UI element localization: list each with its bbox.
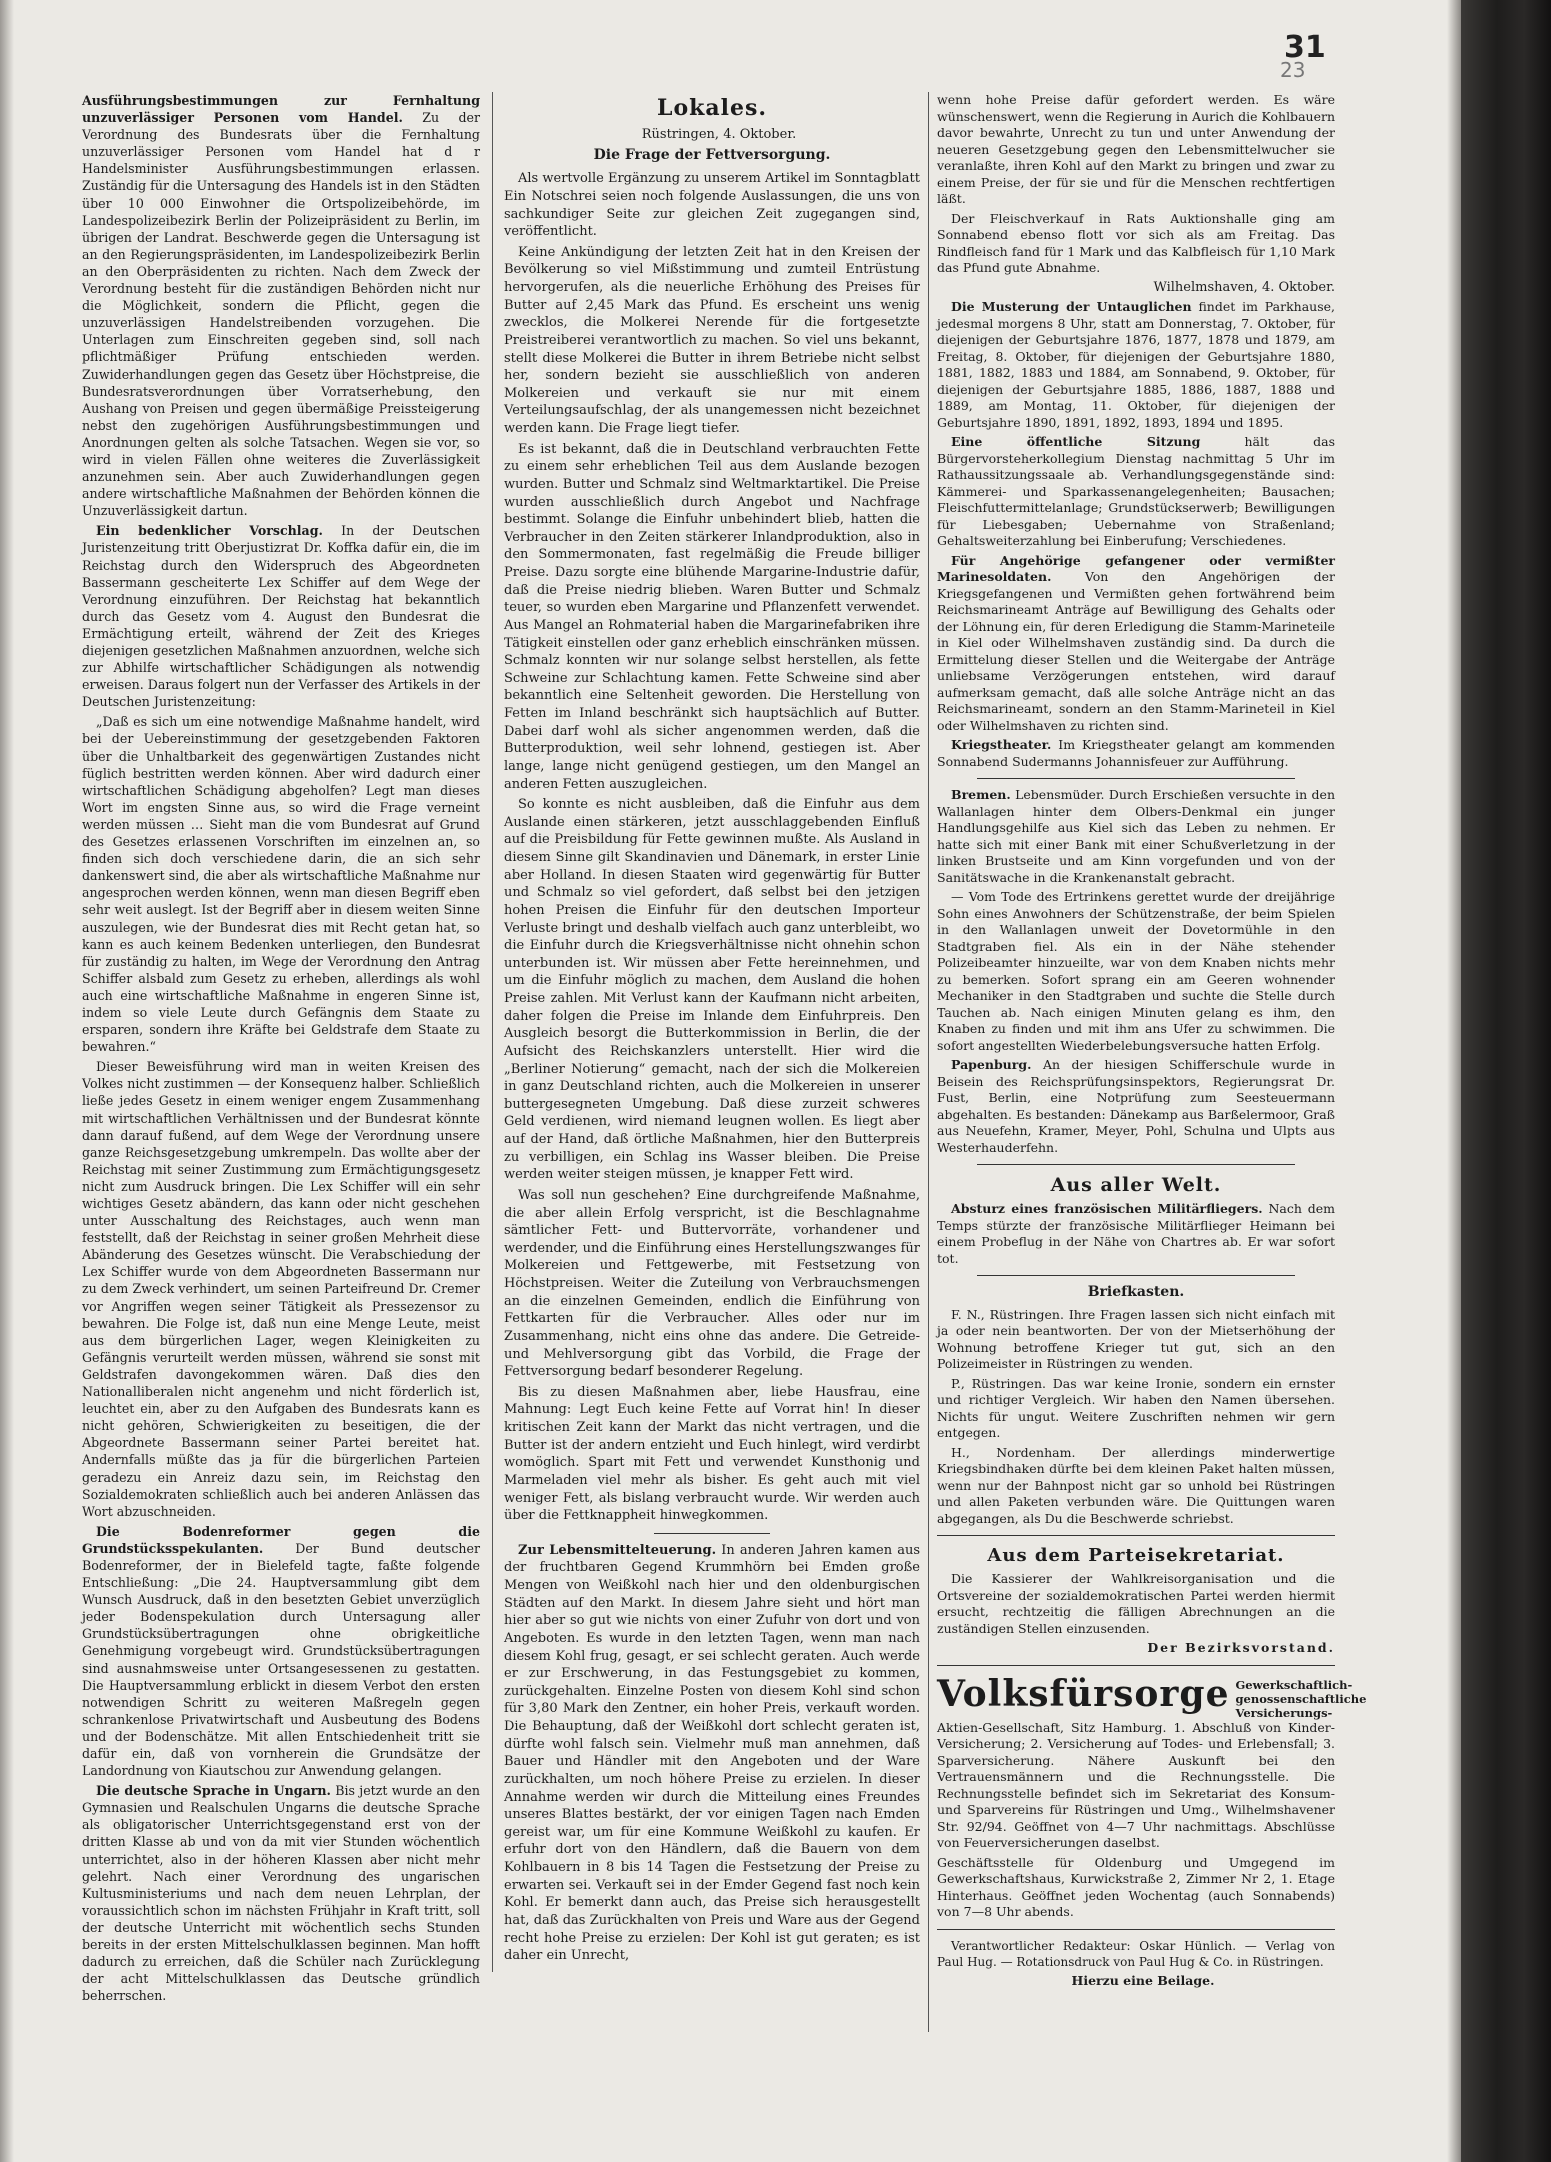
advert-text: Aktien-Gesellschaft, Sitz Hamburg. 1. Abschluß von Kinder-Versicherung; 2. Versicherung auf Todes- und Erlebensfall; 3. Sparversicherung. Nähere Auskunft bei den Vertrauensmännern und die Rechnungsstelle. Die Rechnungsstelle befindet sich im Sekretariat des Konsum- und Sparvereins für Rüstringen und Umg., Wilhelmshavener Str. 92/94. Geöffnet von 4—7 Uhr nachmittags. Abschlüsse von Feuerversicherungen daselbst. — [937, 1719, 1335, 1850]
article-text: Zu der Verordnung des Bundesrats über die Fernhaltung unzuverlässiger Personen vom Handel hat d r Handelsminister Ausführungsbestimmungen erlassen. Zuständig für die Untersagung des Handels ist in den Städten über 10 000 Einwohner die Ortspolizeibehörde, im Landespolizeibezirk Berlin der Polizeipräsident zu Berlin, im übrigen der Landrat. Beschwerde gegen die Untersagung ist an den Regierungspräsidenten, im Landespolizeibezirk Berlin an den Oberpräsidenten zu richten. Nach dem Zweck der Verordnung besteht für die zuständigen Behörden nicht nur die Möglichkeit, sondern die Pflicht, gegen die unzuverlässigen Handelstreibenden vorzugehen. Die Unterlagen zum Einschreiten gegeben sind, soll nach pflichtmäßiger Prüfung entschieden werden. Zuwiderhandlungen gegen das Gesetz über Höchstpreise, die Bundesratsverordnungen über Vorratserhebung, den Aushang von Preisen und gegen übermäßige Preissteigerung nebst den zugehörigen Ausführungsbestimmungen und Anordnungen gelten als solche Tatsachen. Wegen sie vor, so wird in vielen Fällen ohne weiteres die Zuverlässigkeit anzunehmen sein. Aber auch Zuwiderhandlungen gegen andere wirtschaftliche Maßnahmen der Behörden können die Unzuverlässigkeit dartun. — [82, 110, 480, 519]
column-middle — [504, 92, 920, 1972]
pencil-page-number: 23 — [1280, 58, 1306, 82]
article-text: findet im Parkhause, jedesmal morgens 8 Uhr, statt am Donnerstag, 7. Oktober, für diejenigen der Geburtsjahre 1876, 1877, 1878 und 1879, am Freitag, 8. Oktober, für diejenigen der Geburtsjahre 1880, 1881, 1882, 1883 und 1884, am Sonnabend, 9. Oktober, für diejenigen der Geburtsjahre 1885, 1886, 1887, 1888 und 1889, am Montag, 11. Oktober, für diejenigen der Geburtsjahre 1890, 1891, 1892, 1893, 1894 und 1895. — [937, 299, 1335, 430]
article-text: Keine Ankündigung der letzten Zeit hat in den Kreisen der Bevölkerung so viel Mißstimmung und zumteil Entrüstung hervorgerufen, als die neuerliche Erhöhung des Preises für Butter auf 2,45 Mark das Pfund. Es erscheint uns wenig zwecklos, die Molkerei Nerende für die fortgesetzte Preistreiberei verantwortlich zu machen. So viel uns bekannt, stellt diese Molkerei die Butter in ihrem Betriebe nicht selbst her, sondern bezieht sie ausschließlich von anderen Molkereien und verkauft sie nur mit einem Verteilungsaufschlag, der als unangemessen nicht bezeichnet werden kann. Die Frage liegt tiefer. — [504, 244, 920, 436]
advert-text: Geschäftsstelle für Oldenburg und Umgegend im Gewerkschaftshaus, Kurwickstraße 2, Zimmer Nr 2, 1. Etage Hinterhaus. Geöffnet jeden Wochentag (auch Sonnabends) von 7—8 Uhr abends. — [937, 1854, 1335, 1919]
article-text: In anderen Jahren kamen aus der fruchtbaren Gegend Krummhörn bei Emden große Mengen von Weißkohl nach hier und den oldenburgischen Städten auf den Markt. In diesem Jahre sieht und hört man hier aber so gut wie nichts von einer Zufuhr von dort und von Angeboten. Es wurde in den letzten Tagen, wenn man nach diesem Kohl frug, gesagt, er sei schlecht geraten. Auch werde er zur Erschwerung, in das Festungsgebiet zu kommen, zurückgehalten. Einzelne Posten von diesem Kohl sind schon für 3,80 Mark den Zentner, ein hoher Preis, verkauft worden. Die Behauptung, daß der Weißkohl dort schlecht geraten ist, dürfte wohl falsch sein. Vielmehr muß man annehmen, daß Bauer und Händler mit den Angeboten und der Ware zurückhalten, um noch höhere Preise zu erzielen. In dieser Annahme werden wir durch die Mitteilung eines Freundes unseres Blattes bestärkt, der vor einigen Tagen nach Emden gereist war, um für eine Kommune Weißkohl zu kaufen. Er erfuhr dort von den Händlern, daß die Bauern von dem Kohlbauern in 8 bis 14 Tagen die Festsetzung der Preise zu erwarten sei. Verkauft sei in der Emder Gegend fast noch kein Kohl. Er bemerkt dann auch, das Preise sich herausgestellt hat, daß das Zurückhalten von Preis und Ware aus der Gegend recht hohe Preise zu erzielen: Der Kohl ist gut geraten; es ist daher ein Unrecht, — [504, 1542, 921, 1964]
advert-logo: Volksfürsorge — [937, 1672, 1230, 1715]
separator — [937, 1929, 1335, 1930]
article-text: So konnte es nicht ausbleiben, daß die Einfuhr aus dem Auslande einen stärkeren, jetzt ausschlaggebenden Einfluß auf die Preisbildung für Fette gewinnen mußte. Als Ausland in diesem Sinne gilt Skandinavien und Dänemark, in erster Linie aber Holland. In diesen Staaten wird gegenwärtig für Butter und Schmalz so viel gefordert, daß selbst bei den jetzigen hohen Preisen die Einfuhr für den deutschen Importeur Verluste bringt und deshalb vielfach auch ganz unterbleibt, wo die Einfuhr durch die Kriegsverhältnisse nicht ohnehin schon unterbunden ist. Wir müssen aber Fette hereinnehmen, und um die Einfuhr möglich zu machen, dem Ausland die hohen Preise zahlen. Mit Verlust kann der Kaufmann nicht arbeiten, daher folgen die Preise im Inlande dem Einfuhrpreis. Den Ausgleich besorgt die Butterkommission in Berlin, die der Aufsicht des Reichskanzlers unterstellt. Hier wird die „Berliner Notierung“ gemacht, nach der sich die Molkereien in ganz Deutschland richten, auch die Molkereien in unserer buttergesegneten Umgebung. Daß diese zurzeit schweres Geld verdienen, wird niemand leugnen wollen. Es liegt aber auf der Hand, daß örtliche Maßnahmen, hier den Butterpreis zu verbilligen, ein Schlag ins Wasser bleiben. Die Preise werden weiter steigen müssen, je knapper Fett wird. — [504, 797, 920, 1183]
article-text: Der Bund deutscher Bodenreformer, der in Bielefeld tagte, faßte folgende Entschließung: „Die 24. Hauptversammlung gibt dem Wunsch Ausdruck, daß in den besetzten Gebiet unverzüglich jeder Bodenspekulation durch Untersagung aller Grundstücksübertragungen ohne obrigkeitliche Genehmigung vorgebeugt wird. Grundstücksübertragungen sind ausnahmsweise unter Ortsangesessenen zu gestatten. Die Hauptversammlung erblickt in diesem Verbot den ersten notwendigen Schritt zu weiteren Maßregeln gegen schrankenlose Privatwirtschaft und Ausbeutung des Bodens und der Bodenschätze. Mit allen Entschiedenheit tritt sie dafür ein, daß von vornherein die Grundsätze der Landordnung von Kiautschou zur Anwendung gelangen. — [82, 1540, 480, 1779]
letter-reply: P., Rüstringen. Das war keine Ironie, sondern ein ernster und richtiger Vergleich. Wir haben den Namen übersehen. Nichts für ungut. Weitere Zuschriften nehmen wir gern entgegen. — [937, 1375, 1335, 1440]
article-headline: Für Angehörige gefangener oder vermißter Marinesoldaten. — [937, 552, 1335, 584]
imprint: Verantwortlicher Redakteur: Oskar Hünlich. — Verlag von Paul Hug. — Rotationsdruck von Paul Hug & Co. in Rüstringen. — [937, 1938, 1335, 1969]
page-left-edge — [0, 0, 14, 2162]
article-headline: Die deutsche Sprache in Ungarn. — [96, 1783, 331, 1799]
dateline: Rüstringen, 4. Oktober. — [641, 127, 797, 142]
dateline: Wilhelmshaven, 4. Oktober. — [1153, 279, 1335, 295]
section-heading-lokales: Lokales. — [656, 95, 768, 121]
separator — [977, 778, 1295, 779]
article-text: — Vom Tode des Ertrinkens gerettet wurde der dreijährige Sohn eines Anwohners der Schützenstraße, der beim Spielen in den Wallanlagen unweit der Dovetormühle in den Stadtgraben fiel. Als ein in der Nähe stehender Polizeibeamter hinzueilte, war von dem Knaben nichts mehr zu bemerken. Sofort sprang ein am Geeren wohnender Mechaniker in den Stadtgraben und suchte die Stelle durch Tauchen ab. Nach einigen Minuten gelang es ihm, den Knaben zu finden und mit ihm ans Ufer zu schwimmen. Die sofort angestellten Wiederbelebungsversuche hatten Erfolg. — [937, 889, 1335, 1053]
article-headline: Die Musterung der Untauglichen — [951, 299, 1192, 314]
article-quote: „Daß es sich um eine notwendige Maßnahme handelt, wird bei der Uebereinstimmung der gesetzgebenden Faktoren über die Unhaltbarkeit des gegenwärtigen Zustandes nicht füglich bestritten werden können. Aber wird dadurch einer wirtschaftlichen Schädigung abgeholfen? Legt man dieses Wort im engsten Sinne aus, so wird die Frage verneint werden müssen … Sieht man die vom Bundesrat auf Grund des Gesetzes erlassenen Vorschriften im einzelnen an, so finden sich doch verschiedene darin, die an sich sehr dankenswert sind, die aber als wirtschaftliche Maßnahme nur angesprochen werden können, wenn man diesen Begriff eben sehr weit auslegt. Ist der Begriff aber in diesem weiten Sinne auszulegen, wie der Bundesrat dies mit Recht getan hat, so kann es auch keinem Bedenken unterliegen, den Bundesrat für zuständig zu halten, im Wege der Verordnung den Antrag Schiffer alsbald zum Gesetz zu erheben, allerdings als wohl auch eine wirtschaftliche Maßnahme in engeren Sinne ist, indem so viele Leute durch Gefängnis dem Staate zu ersparen, sondern ihre Kräfte bei Geldstrafe dem Staate zu bewahren.“ — [82, 714, 480, 1055]
article-text: Es ist bekannt, daß die in Deutschland verbrauchten Fette zu einem sehr erheblichen Teil aus dem Auslande bezogen wurden. Butter und Schmalz sind Weltmarktartikel. Die Preise wurden ausschließlich durch Angebot und Nachfrage bestimmt. Solange die Einfuhr unbehindert blieb, hatten die Verbraucher in den Zeiten stärkerer Inlandproduktion, also in den Sommermonaten, fast regelmäßig die Freude billiger Preise. Dazu sorgte eine blühende Margarine-Industrie dafür, daß die Preise niedrig blieben. Waren Butter und Schmalz teuer, so wurden eben Margarine und Pflanzenfett verwendet. Aus Mangel an Rohmaterial haben die Margarinefabriken ihre Tätigkeit einstellen oder ganz erheblich einschränken müssen. Schmalz konnten wir nur solange selbst herstellen, als fette Schweine zur Schlachtung kamen. Fette Schweine sind aber bekanntlich eine Seltenheit geworden. Die Herstellung von Fetten im Inland beschränkt sich hauptsächlich auf Butter. Dabei darf wohl als sicher angenommen werden, daß die Butterproduktion, weil sehr lohnend, gestiegen ist. Aber lange, lange nicht genügend gestiegen, um den Mangel an anderen Fetten auszugleichen. — [504, 441, 920, 792]
article-text: Lebensmüder. Durch Erschießen versuchte in den Wallanlagen hinter dem Olbers-Denkmal ein junger Handlungsgehilfe aus Kiel sich das Leben zu nehmen. Er hatte sich mit einer Bank mit einer Schußverletzung in der linken Brustseite und am Kinn vorgefunden und von der Sanitätswache in die Krankenanstalt gebracht. — [937, 787, 1335, 885]
article-text: Bis zu diesen Maßnahmen aber, liebe Hausfrau, eine Mahnung: Legt Euch keine Fette auf Vorrat hin! In dieser kritischen Zeit kann der Markt das nicht vertragen, und die Butter ist der andern entzieht und Euch hinlegt, wird verdirbt womöglich. Spart mit Fett und verwendet Kunsthonig und Marmeladen viel mehr als bisher. Es geht auch mit viel weniger Fett, als bislang verbraucht wurde. Wir werden auch über die Fettknappheit hinwegkommen. — [504, 1384, 920, 1524]
section-heading-parteisekretariat: Aus dem Parteisekretariat. — [987, 1545, 1285, 1566]
article-text: Der Fleischverkauf in Rats Auktionshalle ging am Sonnabend ebenso flott vor sich als am Freitag. Das Rindfleisch fand für 1 Mark und das Kalbfleisch für 1,10 Mark das Pfund gute Abnahme. — [937, 210, 1335, 275]
signature: Der Bezirksvorstand. — [1147, 1640, 1335, 1655]
article-text: Bis jetzt wurde an den Gymnasien und Realschulen Ungarns die deutsche Sprache als obligatorischer Unterrichtsgegenstand erst von der dritten Klasse ab und von da mit vier Stunden wöchentlich unterrichtet, also in der höheren Klassen aber nicht mehr gelehrt. Nach einer Verordnung des ungarischen Kultusministeriums und nach dem neuen Lehrplan, der voraussichtlich schon im nächsten Frühjahr in Kraft tritt, soll der deutsche Unterricht mit wöchentlich sechs Stunden bereits in der ersten Mittelschulklassen beginnen. Man hofft dadurch zu erreichen, daß die Schüler nach Zurücklegung der acht Mittelschulklassen das Deutsche gründlich beherrschen. — [82, 1783, 480, 2004]
article-headline: Papenburg. — [951, 1057, 1032, 1072]
page-number: 31 — [1284, 30, 1326, 65]
volksfuersorge-advert — [937, 1672, 1367, 1720]
separator — [937, 1665, 1335, 1666]
separator — [937, 1535, 1335, 1536]
article-text: Dieser Beweisführung wird man in weiten Kreisen des Volkes nicht zustimmen — der Konsequenz halber. Schließlich ließe jedes Gesetz in einem weniger engem Zusammenhang mit wirtschaftlichen Verhältnissen und der Bundesrat könnte dann darauf fußend, auf dem Wege der Verordnung unsere ganze Reichsgesetzgebung umkrempeln. Das wollte aber der Reichstag mit seiner Zustimmung zum Ermächtigungsgesetz nicht zum Ausdruck bringen. Die Lex Schiffer will ein sehr wichtiges Gesetz abändern, das kann oder nicht geschehen unter Ausschaltung des Reichstages, auch wenn man feststellt, daß der Reichstag in seiner großen Mehrheit diese Abänderung des Gesetzes wünscht. Die Verabschiedung der Lex Schiffer wurde von dem Abgeordneten Bassermann nur zu dem Zweck verhindert, um seinen Parteifreund Dr. Cremer vor Angriffen wegen seiner Tätigkeit als Pressezensor zu bewahren. Die Folge ist, daß nun eine Menge Leute, meist aus dem bürgerlichen Lager, wegen Kleinigkeiten zu Gefängnis verurteilt werden müssen, während sie sonst mit Geldstrafen davongekommen wären. Daß dies den Nationalliberalen nicht angenehm und nicht förderlich ist, leuchtet ein, aber zu den Aufgaben des Bundesrats kann es nicht gehören, Schwierigkeiten zu beseitigen, die der Abgeordnete Bassermann seiner Partei bereitet hat. Andernfalls müßte das ja für die bürgerlichen Parteien geradezu ein Anreiz dazu sein, im Reichstag den Sozialdemokraten schließlich auch bei anderen Anlässen das Wort abzuschneiden. — [82, 1059, 480, 1519]
article-headline: Bremen. — [951, 787, 1011, 802]
article-text: wenn hohe Preise dafür gefordert werden. Es wäre wünschenswert, wenn die Regierung in Aurich die Kohlbauern davor bewahrte, Unrecht zu tun und unter Anwendung der neueren Gesetzgebung gegen den Lebensmittelwucher sie veranlaßte, ihren Kohl auf den Markt zu bringen und zwar zu einem Preise, der für sie und für die Menschen rechtfertigen läßt. — [937, 92, 1335, 206]
separator — [654, 1533, 770, 1534]
book-binding — [1461, 0, 1551, 2162]
section-heading-aus-aller-welt: Aus aller Welt. — [1050, 1174, 1222, 1196]
article-text: An der hiesigen Schifferschule wurde in Beisein des Reichsprüfungsinspektors, Regierungsrat Dr. Fust, Berlin, eine Notprüfung zum Seesteuermann abgehalten. Es bestanden: Dänekamp aus Barßelermoor, Graß aus Neuefehn, Kramer, Meyer, Pohl, Schulna und Ulpts aus Westerhauderfehn. — [937, 1057, 1336, 1155]
article-text: Die Kassierer der Wahlkreisorganisation und die Ortsvereine der sozialdemokratischen Partei werden hiermit ersucht, rechtzeitig die fälligen Abrechnungen an die zuständigen Stellen einzusenden. — [937, 1571, 1335, 1636]
article-text: Was soll nun geschehen? Eine durchgreifende Maßnahme, die aber allein Erfolg verspricht, ist die Beschlagnahme sämtlicher Fett- und Buttervorräte, vorhandener und werdender, und die Einführung eines Herstellungszwanges für Molkereien und Fettgewerbe, mit Festsetzung von Höchstpreisen. Weiter die Zuteilung von Verbrauchsmengen an die einzelnen Gemeinden, endlich die Einführung von Fettkarten für die Verbraucher. Alles oder nur im Zusammenhang, nicht eins ohne das andere. Die Getreide- und Mehlversorgung gibt das Vorbild, die Frage der Fettversorgung bedarf besonderer Regelung. — [504, 1187, 920, 1380]
column-right — [937, 92, 1367, 2032]
article-headline: Kriegstheater. — [951, 737, 1052, 752]
article-text: Im Kriegstheater gelangt am kommenden Sonnabend Sudermanns Johannisfeuer zur Aufführung. — [937, 737, 1335, 769]
letter-reply: F. N., Rüstringen. Ihre Fragen lassen sich nicht einfach mit ja oder nein beantworten. Der von der Mietserhöhung der Wohnung betroffene Krieger tut gut, sich an den Polizeimeister in Rüstringen zu wenden. — [937, 1306, 1335, 1371]
advert-subtitle: Gewerkschaftlich-genossenschaftliche Versicherungs- — [1235, 1677, 1367, 1720]
article-text: Von den Angehörigen der Kriegsgefangenen und Vermißten gehen fortwährend beim Reichsmarineamt Anträge auf Bewilligung des Gehalts oder der Löhnung ein, für deren Erledigung die Stamm-Marineteile in Kiel oder Wilhelmshaven zuständig sind. Da durch die Ermittelung dieser Stellen und die Weitergabe der Anträge unliebsame Verzögerungen entstehen, wird darauf aufmerksam gemacht, daß alle solche Anträge nicht an das Reichsmarineamt, sondern an den Stamm-Marineteil in Kiel oder Wilhelmshaven zu richten sind. — [937, 569, 1335, 733]
supplement-notice: Hierzu eine Beilage. — [1071, 1972, 1215, 1988]
separator — [977, 1275, 1295, 1276]
article-headline: Eine öffentliche Sitzung — [951, 434, 1201, 449]
article-headline: Ein bedenklicher Vorschlag. — [96, 523, 323, 539]
article-headline: Ausführungsbestimmungen zur Fernhaltung unzuverlässiger Personen vom Handel. — [82, 93, 480, 126]
article-headline: Zur Lebensmittelteuerung. — [518, 1542, 717, 1558]
column-left — [82, 92, 480, 2022]
article-text: In der Deutschen Juristenzeitung tritt Oberjustizrat Dr. Koffka dafür ein, die im Reichstag durch den Widerspruch des Abgeordneten Bassermann gescheiterte Lex Schiffer auf dem Wege der Verordnung einzuführen. Der Reichstag hat bekanntlich durch das Gesetz vom 4. August den Bundesrat die Ermächtigung erteilt, während der Zeit des Krieges diejenigen gesetzlichen Maßnahmen anzuordnen, welche sich zur Abhilfe wirtschaftlicher Schädigungen als notwendig erweisen. Daraus folgert nun der Verfasser des Artikels in der Deutschen Juristenzeitung: — [82, 523, 480, 710]
article-text: hält das Bürgervorsteherkollegium Dienstag nachmittag 5 Uhr im Rathaussitzungssaale ab. Verhandlungsgegenstände sind: Kämmerei- und Sparkassenangelegenheiten; Bausachen; Fleischfuttermittelanlage; Grundstückserwerb; Bewilligungen für Liebesgaben; Uebernahme von Straßenland; Gehaltsweiterzahlung bei Einberufung; Verschiedenes. — [937, 434, 1335, 548]
article-headline: Die Frage der Fettversorgung. — [593, 146, 831, 163]
article-text: Als wertvolle Ergänzung zu unserem Artikel im Sonntagblatt Ein Notschrei seien noch folgende Auslassungen, die uns von sachkundiger Seite zur gleichen Zeit zugegangen sind, veröffentlicht. — [504, 171, 920, 240]
page-gutter-shadow — [1447, 0, 1461, 2162]
column-rule — [492, 92, 493, 1972]
article-text: Nach dem Temps stürzte der französische Militärflieger Heimann bei einem Probeflug in der Nähe von Chartres ab. Er war sofort tot. — [937, 1201, 1335, 1266]
letter-reply: H., Nordenham. Der allerdings minderwertige Kriegsbindhaken dürfte bei dem kleinen Paket halten müssen, wenn nur der Bahnpost nicht gar so unhold bei Rüstringen und allen Paketen verbunden wäre. Die Quittungen waren abgegangen, als Du die Beschwerde schriebst. — [937, 1444, 1335, 1526]
section-heading-briefkasten: Briefkasten. — [1087, 1284, 1185, 1300]
article-headline: Die Bodenreformer gegen die Grundstücksspekulanten. — [82, 1523, 480, 1556]
separator — [977, 1164, 1295, 1165]
article-headline: Absturz eines französischen Militärfliegers. — [951, 1201, 1263, 1216]
column-rule — [928, 92, 929, 2032]
